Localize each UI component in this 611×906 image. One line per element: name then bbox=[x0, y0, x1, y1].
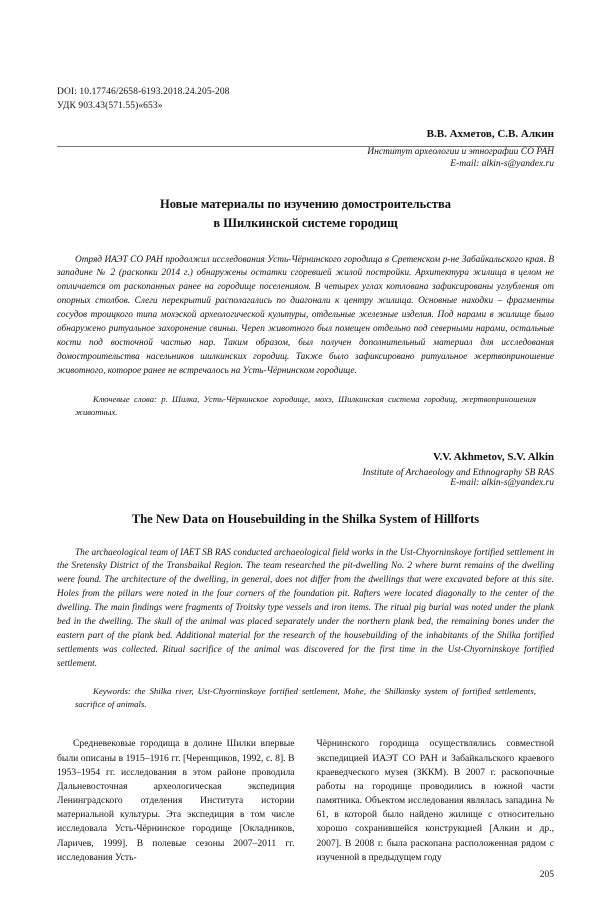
body-column-right bbox=[317, 737, 555, 865]
body-column-left bbox=[57, 737, 295, 865]
title-english: The New Data on Housebuilding in the Shilka System of Hillforts bbox=[131, 511, 480, 526]
body-columns bbox=[57, 737, 554, 865]
body-paragraph-right: Чёрнинского городища осуществлялись совместной экспедицией ИАЭТ СО РАН и Забайкальского краевого краеведческого музея (ЗККМ). В 2007 г. раскопочные работы на городище проводились в южной части памятника. Объектом исследования являлась западина № 61, в которой было найдено жилище с относительно хорошо сохранившейся конструкцией [Алкин и др., 2007]. В 2008 г. была раскопана расположенная рядом с изученной в предыдущем году bbox=[316, 738, 554, 863]
page-number: 205 bbox=[539, 870, 554, 880]
authors-russian: В.В. Ахметов, С.В. Алкин bbox=[426, 127, 554, 140]
title-russian bbox=[57, 195, 554, 234]
title-russian-line2: в Шилкинской системе городищ bbox=[213, 216, 398, 231]
email-english: E-mail: alkin-s@yandex.ru bbox=[450, 477, 554, 488]
article-page bbox=[0, 86, 611, 906]
body-paragraph-left: Средневековые городища в долине Шилки впервые были описаны в 1915–1916 гг. [Черенщиков, 1992, с. 8]. В 1953–1954 гг. исследования в этом районе проводила Дальневосточная археологическая экспедиция Ленинградского отделения Института истории материальной культуры. Эта экспедиция в том числе исследовала Усть-Чёрнинское городище [Окладников, Ларичев, 1999]. В полевые сезоны 2007–2011 гг. исследования Усть- bbox=[57, 738, 295, 863]
affiliation-russian: Институт археологии и этнографии СО РАН bbox=[367, 146, 554, 157]
email-russian: E-mail: alkin-s@yandex.ru bbox=[450, 158, 554, 169]
keywords-russian: Ключевые слова: р. Шилка, Усть-Чёрнинское городище, мохэ, Шилкинская система городищ, жертвоприношения животных. bbox=[75, 393, 536, 417]
doi-text: DOI: 10.17746/2658-6193.2018.24.205-208 bbox=[57, 87, 230, 97]
abstract-russian: Отряд ИАЭТ СО РАН продолжил исследования Усть-Чёрнинского городища в Сретенском р-не Забайкальского края. В западине № 2 (раскопки 2014 г.) обнаружены остатки сгоревшей жилой постройки. Архитектура жилища в целом не отличается от раскопанных ранее на городище поселенияом. В четырех углах котлована зафиксированы углубления от опорных столбов. Слеги перекрытий располагались по диагонали к центру жилища. Основные находки – фрагменты сосудов троицкого типа мохэской археологической культуры, отдельные железные изделия. Под нарами в жилище было обнаружено ритуальное захоронение свиньи. Череп животного был помещен отдельно под северными нарами, остальные кости под восточной частью нар. Таким образом, был получен дополнительный материал для исследования домостроительства насельников шилкинских городищ. Также было зафиксировано ритуальное жертвоприношение животного, которое ранее не встречалось на Усть-Чёрнинском городище. bbox=[57, 254, 554, 377]
keywords-english: Keywords: the Shilka river, Ust-Chyorninskoye fortified settlement, Mohe, the Shilkinsky system of fortified settlements, sacrifice of animals. bbox=[75, 685, 536, 710]
header-divider bbox=[57, 146, 554, 147]
title-russian-line1: Новые материалы по изучению домостроительства bbox=[160, 196, 451, 211]
identifiers-block bbox=[57, 86, 554, 114]
affiliation-english: Institute of Archaeology and Ethnography SB RAS bbox=[362, 467, 554, 478]
authors-english: V.V. Akhmetov, S.V. Alkin bbox=[432, 450, 554, 463]
udk-text: УДК 903.43(571.55)«653» bbox=[57, 100, 163, 111]
abstract-english: The archaeological team of IAET SB RAS conducted archaeological field works in the Ust-Chyorninskoye fortified settlement in the Sretensky District of the Transbaikal Region. The team researched the pit-dwelling No. 2 where burnt remains of the dwelling were found. The architecture of the dwelling, in general, does not differ from the dwellings that were excavated before at this site. Holes from the pillars were noted in the four corners of the foundation pit. Rafters were located diagonally to the center of the dwelling. The main findings were fragments of Troitsky type vessels and iron items. The ritual pig burial was noted under the plank bed in the dwelling. The skull of the animal was placed separately under the northern plank bed, the remaining bones under the eastern part of the plank bed. Additional material for the research of the housebuilding of the inhabitants of the Shilka fortified settlements was collected. Ritual sacrifice of the animal was discovered for the first time in the Ust-Chyorninskoye fortified settlement. bbox=[57, 547, 554, 669]
